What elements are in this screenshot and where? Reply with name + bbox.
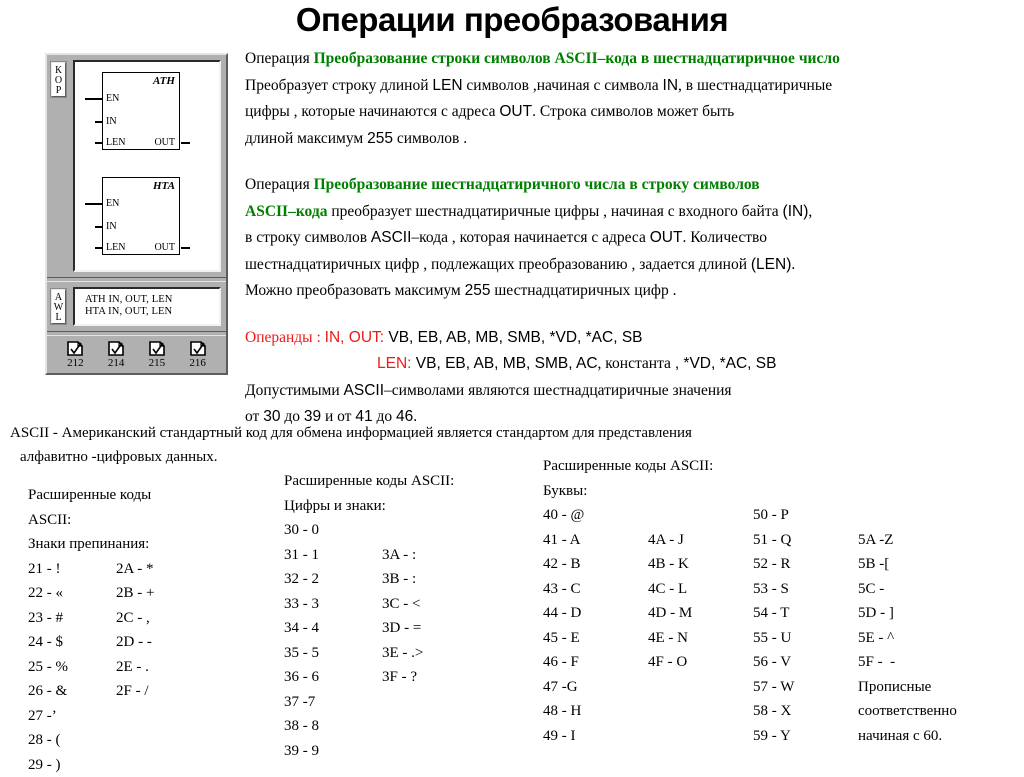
ath-pin-in: IN [106,117,117,127]
letters-cell: 4A - J [648,528,753,553]
letters-cell: 50 - P [753,503,858,528]
letters-row [543,626,1024,651]
punct-cell: 26 - & [28,679,116,704]
letters-cell [648,724,753,749]
punct-cell: 28 - ( [28,728,116,753]
p1-green-title: Преобразование строки символов ASCII–кода в шестнадцатиричное число [314,50,840,67]
punct-cell [116,704,206,729]
desc-p1-line1 [245,46,1024,73]
punct-rows-container [28,557,278,777]
punct-cell: 2C - , [116,606,206,631]
letters-cell: 5D - ] [858,601,998,626]
digits-row [284,690,534,715]
punct-cell: 29 - ) [28,753,116,777]
p2-l3b: –кода , которая начинается с адреса [411,229,649,246]
desc-p1-line4 [245,126,1024,153]
note-l2a: от [245,408,263,425]
ath-pin-len: LEN [106,138,125,148]
cpu-label-215: 215 [141,357,173,369]
letters-cell: 56 - V [753,650,858,675]
p1-out-token: OUT [499,103,532,120]
digits-cell [382,714,472,739]
letters-cell [648,699,753,724]
p1-in-token: IN [663,77,679,94]
note-l2e: . [413,408,417,425]
letters-rows-container [543,503,1024,748]
digits-cell: 39 - 9 [284,739,382,764]
ascii-table-digits [284,469,534,763]
desc-p2-line5 [245,278,1024,305]
letters-cell: 44 - D [543,601,648,626]
awl-line-1: ATH IN, OUT, LEN [85,294,215,306]
punct-row [28,679,278,704]
note-range-41: 41 [355,408,372,425]
digits-row [284,567,534,592]
ath-pin-en: EN [106,94,119,104]
letters-row [543,650,1024,675]
letters-cell: 48 - H [543,699,648,724]
punct-cell: 24 - $ [28,630,116,655]
cpu-item-216[interactable] [182,341,214,369]
digits-cell: 34 - 4 [284,616,382,641]
ascii-definition-line-1: ASCII - Американский стандартный код для обмена информацией является стандартом для представления [10,421,1014,445]
kop-tab-label[interactable] [51,62,66,97]
punct-row [28,753,278,777]
note-range-30: 30 [263,408,280,425]
letters-cell: Прописные [858,675,998,700]
letters-cell: начиная с 60. [858,724,998,749]
punct-cell: 2F - / [116,679,206,704]
punct-cell: 27 -’ [28,704,116,729]
p1-l4a: длиной максимум [245,130,367,147]
letters-cell: 5F - - [858,650,998,675]
punct-row [28,606,278,631]
p2-len-token: (LEN) [751,256,791,273]
ath-pin-out: OUT [154,138,175,148]
checked-box-icon [149,341,165,356]
desc-p2-line2 [245,199,1024,226]
letters-row [543,724,1024,749]
letters-cell: соответственно [858,699,998,724]
hta-pin-out: OUT [154,243,175,253]
digits-cell: 37 -7 [284,690,382,715]
digits-cell: 33 - 3 [284,592,382,617]
punct-row [28,581,278,606]
hta-wire-in [95,226,103,228]
awl-tab-label[interactable] [51,289,66,324]
p2-out-token: OUT [650,229,683,246]
letters-cell: 53 - S [753,577,858,602]
digits-rows-container [284,518,534,763]
hta-pin-en: EN [106,199,119,209]
page-title: Операции преобразования [0,1,1024,39]
digits-row [284,616,534,641]
letters-cell: 4F - O [648,650,753,675]
p2-green-title-2: ASCII–кода [245,203,327,220]
punct-cell: 23 - # [28,606,116,631]
cpu-item-215[interactable] [141,341,173,369]
ath-wire-out [181,142,190,144]
p1-l2b: символов ,начиная с символа [463,77,663,94]
punct-row [28,728,278,753]
letters-row [543,577,1024,602]
ath-wire-en [85,98,103,100]
letters-row [543,601,1024,626]
p1-len-token: LEN [432,77,462,94]
letters-row [543,699,1024,724]
note-range-39: 39 [304,408,321,425]
paragraph-gap [245,152,1024,172]
desc-p2-line4 [245,252,1024,279]
digits-cell: 36 - 6 [284,665,382,690]
function-block-ath[interactable] [102,72,180,150]
p1-l3a: цифры , которые начинаются с адреса [245,103,499,120]
p2-l5b: шестнадцатиричных цифр . [491,282,677,299]
desc-p1-line2 [245,73,1024,100]
digits-cell [382,739,472,764]
awl-tab-letter-2: W [52,303,65,313]
operands-len-values-b: , *VD, *AC, SB [675,355,777,372]
note-l2b: до [280,408,303,425]
ascii-table-punctuation [28,483,278,777]
p2-l4a: шестнадцатиричных цифр , подлежащих преобразованию , задается длиной [245,256,751,273]
p2-in-token: (IN) [783,203,809,220]
awl-code-canvas [73,287,221,326]
kop-tab-letter-1: К [52,66,65,76]
punct-cell: 2B - + [116,581,206,606]
cpu-label-216: 216 [182,357,214,369]
letters-cell: 43 - C [543,577,648,602]
letters-cell: 59 - Y [753,724,858,749]
p2-l4b: . [791,256,795,273]
punct-row [28,630,278,655]
digits-row [284,665,534,690]
hta-wire-en [85,203,103,205]
letters-cell: 45 - E [543,626,648,651]
operation-description [245,46,1024,431]
p1-255-token: 255 [367,130,393,147]
letters-cell: 54 - T [753,601,858,626]
hta-pin-in: IN [106,222,117,232]
punct-heading-3: Знаки препинания: [28,532,278,557]
paragraph-gap-2 [245,305,1024,325]
plc-instruction-panel [45,53,228,375]
cpu-label-214: 214 [100,357,132,369]
digits-cell: 30 - 0 [284,518,382,543]
function-block-hta[interactable] [102,177,180,255]
letters-cell: 51 - Q [753,528,858,553]
letters-cell: 47 -G [543,675,648,700]
note-l1b: –символами являются шестнадцатиричные значения [384,382,732,399]
letters-row [543,503,1024,528]
digits-cell: 3E - .> [382,641,472,666]
cpu-item-212[interactable] [59,341,91,369]
letters-row [543,552,1024,577]
punct-heading-1: Расширенные коды [28,483,278,508]
p2-l3a: в строку символов [245,229,371,246]
operands-note-line1 [245,378,1024,405]
operands-line-in-out [245,325,1024,352]
punct-cell [116,728,206,753]
p1-l4b: символов . [393,130,467,147]
digits-row [284,592,534,617]
awl-tab-letter-3: L [52,313,65,323]
awl-tab-letter-1: A [52,293,65,303]
note-range-46: 46 [396,408,413,425]
p2-l2a: преобразует шестнадцатиричные цифры , начиная с входного байта [327,203,782,220]
operands-in-out-key: IN, OUT: [325,329,384,346]
digits-cell [382,690,472,715]
punct-cell [116,753,206,777]
digits-row [284,543,534,568]
p2-ascii-token: ASCII [371,229,411,246]
hta-pin-len: LEN [106,243,125,253]
letters-cell: 58 - X [753,699,858,724]
letters-cell: 4B - K [648,552,753,577]
p2-255-token: 255 [465,282,491,299]
ascii-definition-line-2: алфавитно -цифровых данных. [10,445,1014,469]
function-block-hta-name: HTA [153,180,175,192]
p2-lead: Операция [245,176,314,193]
note-l2d: до [373,408,396,425]
digits-cell: 35 - 5 [284,641,382,666]
letters-row [543,675,1024,700]
letters-row [543,528,1024,553]
letters-cell: 40 - @ [543,503,648,528]
letters-cell: 5E - ^ [858,626,998,651]
p2-l5a: Можно преобразовать максимум [245,282,465,299]
operands-in-out-values: VB, EB, AB, MB, SMB, *VD, *AC, SB [384,329,642,346]
digits-row [284,739,534,764]
note-l2c: и от [321,408,355,425]
operands-label: Операнды : [245,329,325,346]
cpu-label-212: 212 [59,357,91,369]
operands-len-constant: , константа [598,355,675,372]
punct-cell: 21 - ! [28,557,116,582]
letters-cell: 5A -Z [858,528,998,553]
ladder-diagram-canvas [73,60,221,272]
operands-len-key: LEN: [377,355,411,372]
checked-box-icon [108,341,124,356]
ascii-table-letters [543,454,1024,748]
digits-heading-2: Цифры и знаки: [284,494,534,519]
desc-p1-line3 [245,99,1024,126]
punct-heading-2: ASCII: [28,508,278,533]
awl-line-2: HTA IN, OUT, LEN [85,306,215,318]
punct-cell: 22 - « [28,581,116,606]
punct-row [28,655,278,680]
checked-box-icon [67,341,83,356]
digits-cell [382,518,472,543]
p2-l2b: , [808,203,812,220]
operands-len-values-a: VB, EB, AB, MB, SMB, AC [411,355,597,372]
digits-row [284,714,534,739]
letters-heading-2: Буквы: [543,479,1024,504]
p2-l3c: . Количество [682,229,767,246]
letters-cell: 5C - [858,577,998,602]
letters-heading-1: Расширенные коды ASCII: [543,454,1024,479]
digits-cell: 3A - : [382,543,472,568]
letters-cell: 5B -[ [858,552,998,577]
letters-cell: 49 - I [543,724,648,749]
digits-cell: 31 - 1 [284,543,382,568]
kop-tab-letter-3: Р [52,86,65,96]
punct-row [28,704,278,729]
letters-cell: 4C - L [648,577,753,602]
letters-cell: 52 - R [753,552,858,577]
p1-l2a: Преобразует строку длиной [245,77,432,94]
digits-row [284,518,534,543]
ath-wire-in [95,121,103,123]
ath-wire-len [95,142,103,144]
p1-l3b: . Строка символов может быть [532,103,734,120]
desc-p2-line3 [245,225,1024,252]
punct-cell: 2A - * [116,557,206,582]
note-l1a: Допустимыми [245,382,344,399]
digits-cell: 3C - < [382,592,472,617]
digits-cell: 3F - ? [382,665,472,690]
digits-heading-1: Расширенные коды ASCII: [284,469,534,494]
letters-cell [648,503,753,528]
digits-cell: 32 - 2 [284,567,382,592]
cpu-item-214[interactable] [100,341,132,369]
letters-cell: 57 - W [753,675,858,700]
letters-cell: 55 - U [753,626,858,651]
operands-line-len [245,351,1024,378]
letters-cell: 42 - B [543,552,648,577]
awl-section [47,282,226,331]
punct-cell: 25 - % [28,655,116,680]
note-ascii-token: ASCII [344,382,384,399]
letters-cell [648,675,753,700]
digits-cell: 38 - 8 [284,714,382,739]
cpu-compatibility-row [47,336,226,373]
letters-cell: 4E - N [648,626,753,651]
function-block-ath-name: ATH [153,75,175,87]
digits-row [284,641,534,666]
p1-l2c: , в шестнадцатиричные [678,77,832,94]
desc-p2-line1 [245,172,1024,199]
punct-cell: 2E - . [116,655,206,680]
punct-row [28,557,278,582]
letters-cell [858,503,998,528]
hta-wire-out [181,247,190,249]
digits-cell: 3B - : [382,567,472,592]
checked-box-icon [190,341,206,356]
kop-section [47,55,226,277]
letters-cell: 41 - A [543,528,648,553]
letters-cell: 46 - F [543,650,648,675]
p1-lead: Операция [245,50,314,67]
hta-wire-len [95,247,103,249]
punct-cell: 2D - - [116,630,206,655]
p2-green-title-1: Преобразование шестнадцатиричного числа в строку символов [314,176,760,193]
digits-cell: 3D - = [382,616,472,641]
kop-tab-letter-2: О [52,76,65,86]
letters-cell: 4D - M [648,601,753,626]
